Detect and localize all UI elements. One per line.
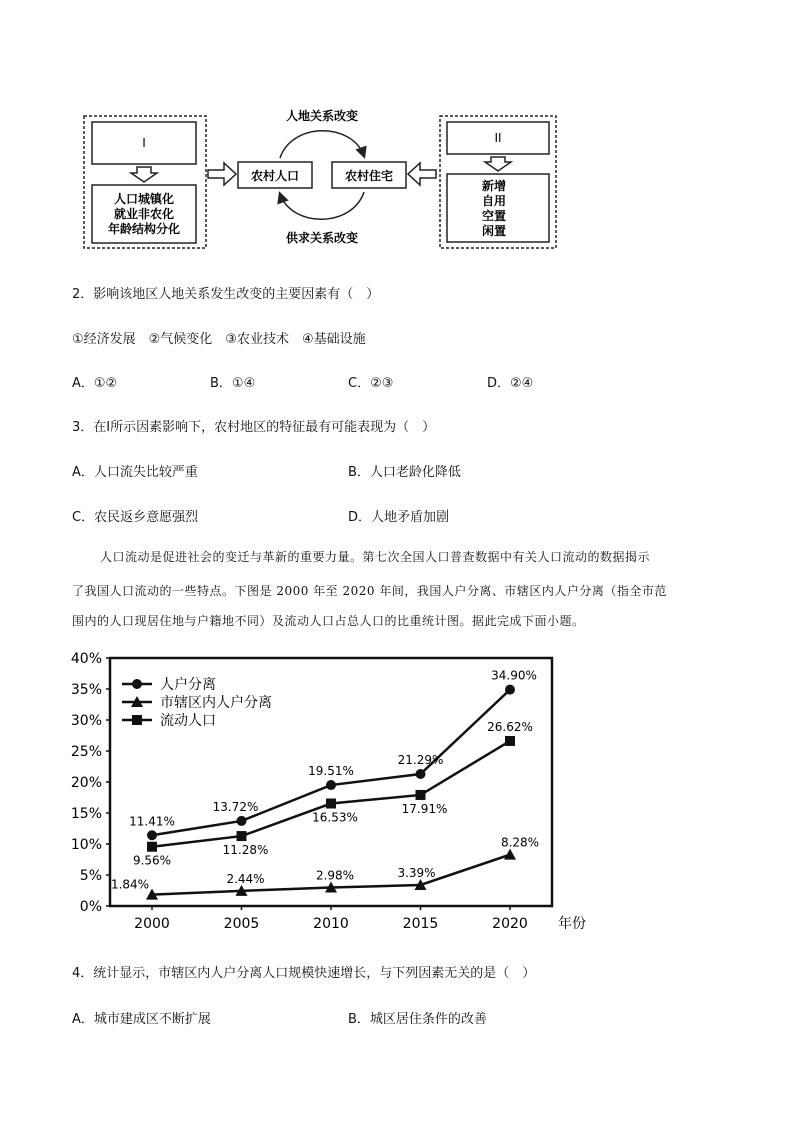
top-label: 人地关系改变 xyxy=(285,109,359,123)
bottom-arc-arrow xyxy=(280,192,364,219)
data-point xyxy=(326,799,336,809)
data-label: 11.28% xyxy=(222,843,269,858)
data-point xyxy=(505,736,515,746)
legend-label: 人户分离 xyxy=(160,677,216,693)
q3-option-a[interactable]: A．人口流失比较严重 xyxy=(72,465,198,480)
q4-stem: 4．统计显示，市辖区内人户分离人口规模快速增长，与下列因素无关的是（ ） xyxy=(72,966,536,981)
data-label: 2.44% xyxy=(226,871,265,886)
data-point xyxy=(147,830,157,840)
y-tick-label: 40% xyxy=(70,651,102,667)
data-label: 9.56% xyxy=(132,853,172,868)
q2-option-d[interactable]: D．②④ xyxy=(487,376,534,391)
right-item-2: 空置 xyxy=(482,209,507,223)
bottom-label: 供求关系改变 xyxy=(285,231,359,245)
x-tick-label: 2015 xyxy=(402,916,439,932)
data-label: 21.29% xyxy=(397,753,444,768)
q2-option-c[interactable]: C．②③ xyxy=(348,376,394,391)
q3-stem: 3．在Ⅰ所示因素影响下，农村地区的特征最有可能表现为（ ） xyxy=(72,420,436,435)
y-tick-label: 0% xyxy=(79,899,102,915)
rural-population-label: 农村人口 xyxy=(250,169,300,183)
data-label: 19.51% xyxy=(308,764,354,779)
data-label: 3.39% xyxy=(397,865,436,880)
q4-option-a[interactable]: A．城市建成区不断扩展 xyxy=(72,1012,211,1027)
data-point xyxy=(505,685,515,695)
data-label: 34.90% xyxy=(491,668,537,683)
right-left-arrow xyxy=(408,163,436,185)
data-label: 17.91% xyxy=(401,801,448,816)
data-point xyxy=(237,831,247,841)
left-item-2: 年龄结构分化 xyxy=(107,222,181,236)
passage-line-3: 围内的人口现居住地与户籍地不同）及流动人口占总人口的比重统计图。据此完成下面小题。 xyxy=(72,614,585,628)
top-arc-arrow xyxy=(280,131,364,158)
y-tick-label: 35% xyxy=(70,682,102,698)
data-point xyxy=(147,842,157,852)
data-point xyxy=(416,769,426,779)
x-axis-label: 年份 xyxy=(558,916,586,932)
y-tick-label: 10% xyxy=(70,837,102,853)
data-label: 1.84% xyxy=(110,877,150,892)
passage-line-2: 了我国人口流动的一些特点。下图是 2000 年至 2020 年间，我国人户分离、市辖区内人户分离（指全市范 xyxy=(72,584,667,598)
data-point xyxy=(237,816,247,826)
q2-option-a[interactable]: A．①② xyxy=(72,376,118,391)
data-label: 16.53% xyxy=(312,810,358,825)
data-label: 13.72% xyxy=(212,799,259,814)
data-label: 11.41% xyxy=(129,814,175,829)
right-item-1: 自用 xyxy=(482,194,507,208)
data-label: 8.28% xyxy=(500,835,540,850)
data-label: 2.98% xyxy=(315,868,355,883)
left-right-arrow xyxy=(208,163,236,185)
passage-line-1: 人口流动是促进社会的变迁与革新的重要力量。第七次全国人口普查数据中有关人口流动的数据揭示 xyxy=(100,550,651,564)
q3-option-b[interactable]: B．人口老龄化降低 xyxy=(348,465,461,480)
x-tick-label: 2005 xyxy=(223,916,260,932)
y-tick-label: 15% xyxy=(70,806,102,822)
data-label: 26.62% xyxy=(487,719,533,734)
right-down-arrow xyxy=(485,157,511,171)
q3-option-c[interactable]: C．农民返乡意愿强烈 xyxy=(72,510,199,525)
legend-label: 流动人口 xyxy=(160,713,216,729)
q2-option-b[interactable]: B．①④ xyxy=(210,376,256,391)
left-item-1: 就业非农化 xyxy=(113,207,175,221)
x-tick-label: 2020 xyxy=(492,916,528,932)
legend-marker xyxy=(132,715,142,725)
q4-option-b[interactable]: B．城区居住条件的改善 xyxy=(348,1012,487,1027)
population-chart xyxy=(60,651,586,934)
q3-option-d[interactable]: D．人地矛盾加剧 xyxy=(348,510,450,525)
q2-factors: ①经济发展 ②气候变化 ③农业技术 ④基础设施 xyxy=(72,332,366,347)
rural-housing-label: 农村住宅 xyxy=(344,169,394,183)
data-point xyxy=(416,790,426,800)
legend-marker xyxy=(132,679,142,689)
right-box-title: II xyxy=(494,131,502,145)
x-tick-label: 2010 xyxy=(313,916,349,932)
data-point xyxy=(326,780,336,790)
left-down-arrow xyxy=(131,167,157,182)
y-tick-label: 25% xyxy=(70,744,102,760)
y-tick-label: 30% xyxy=(70,713,102,729)
x-tick-label: 2000 xyxy=(134,916,170,932)
left-box-title: I xyxy=(142,136,146,150)
q2-stem: 2．影响该地区人地关系发生改变的主要因素有（ ） xyxy=(72,287,380,302)
right-item-0: 新增 xyxy=(482,179,507,193)
left-item-0: 人口城镇化 xyxy=(113,192,175,206)
y-tick-label: 5% xyxy=(79,868,102,884)
right-item-3: 闲置 xyxy=(482,224,507,238)
relationship-diagram xyxy=(80,100,720,255)
legend-label: 市辖区内人户分离 xyxy=(160,695,272,711)
y-tick-label: 20% xyxy=(70,775,102,791)
